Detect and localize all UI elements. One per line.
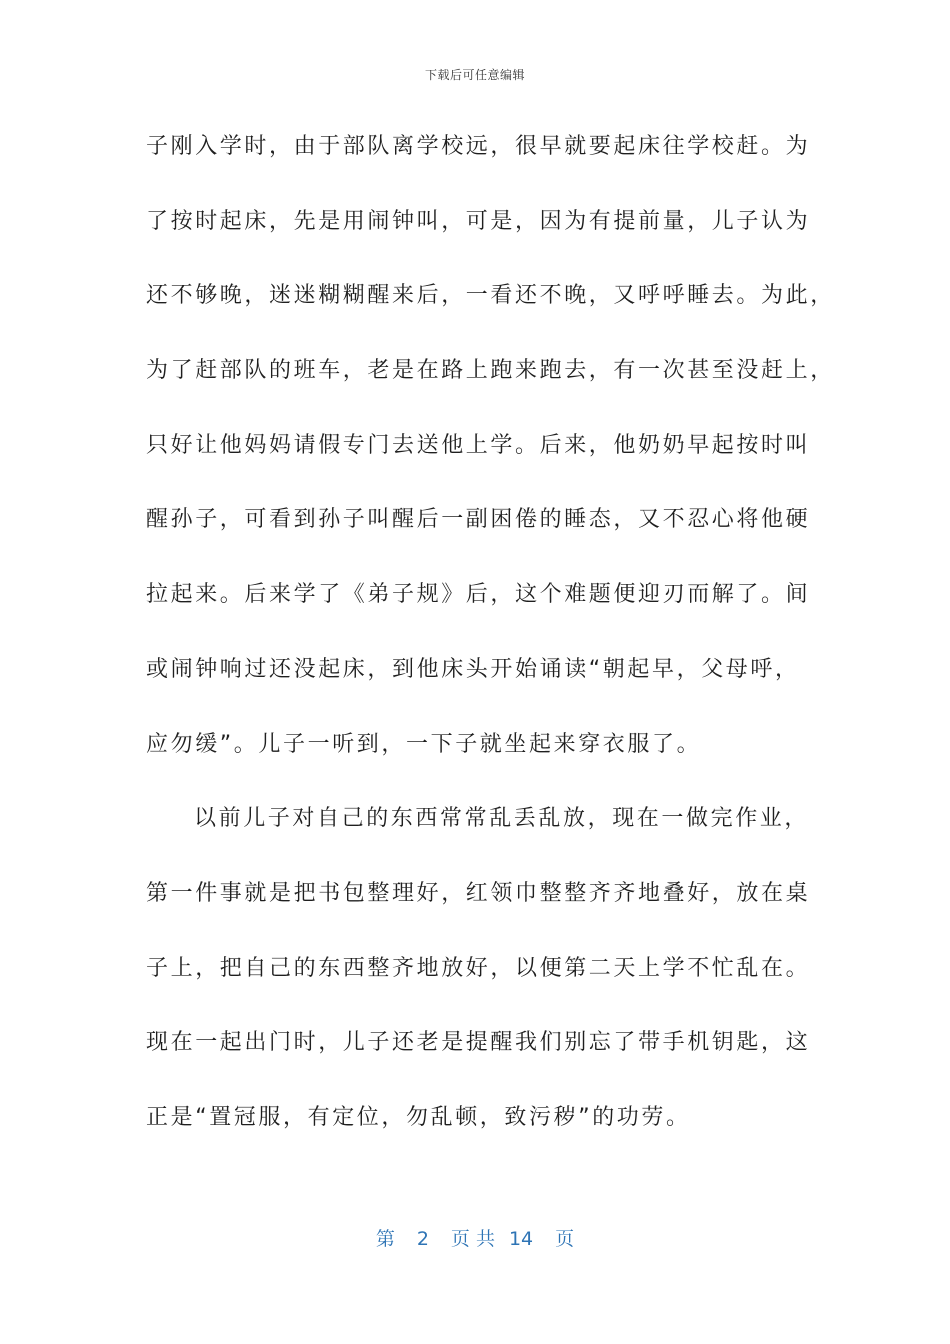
body-line: 第一件事就是把书包整理好，红领巾整整齐齐地叠好，放在桌 xyxy=(146,880,811,906)
body-line: 还不够晚，迷迷糊糊醒来后，一看还不晚，又呼呼睡去。为此， xyxy=(146,283,835,309)
body-line: 拉起来。后来学了《弟子规》后，这个难题便迎刃而解了。间 xyxy=(146,582,811,608)
body-line-paragraph-start: 以前儿子对自己的东西常常乱丢乱放，现在一做完作业， xyxy=(194,806,810,832)
body-line: 只好让他妈妈请假专门去送他上学。后来，他奶奶早起按时叫 xyxy=(146,432,811,458)
footer-current-page: 2 xyxy=(416,1228,429,1250)
body-line: 子刚入学时，由于部队离学校远，很早就要起床往学校赶。为 xyxy=(146,134,811,159)
footer-prefix: 第 xyxy=(375,1228,395,1250)
page-header-note: 下载后可任意编辑 xyxy=(424,68,525,82)
body-line: 应勿缓”。儿子一听到，一下子就坐起来穿衣服了。 xyxy=(146,731,702,757)
body-line: 了按时起床，先是用闹钟叫，可是，因为有提前量，儿子认为 xyxy=(146,208,811,234)
document-body xyxy=(146,127,835,1173)
body-line: 为了赶部队的班车，老是在路上跑来跑去，有一次甚至没赶上， xyxy=(146,358,835,384)
page-footer xyxy=(0,1224,950,1251)
body-line: 子上，把自己的东西整齐地放好，以便第二天上学不忙乱在。 xyxy=(146,955,811,981)
body-line: 现在一起出门时，儿子还老是提醒我们别忘了带手机钥匙，这 xyxy=(146,1030,811,1056)
footer-suffix: 页 xyxy=(555,1228,575,1250)
body-line: 醒孙子，可看到孙子叫醒后一副困倦的睡态，又不忍心将他硬 xyxy=(146,507,811,533)
footer-total-pages: 14 xyxy=(508,1228,534,1250)
body-line: 或闹钟响过还没起床，到他床头开始诵读“朝起早，父母呼， xyxy=(146,656,800,682)
body-line: 正是“置冠服，有定位，勿乱顿，致污秽”的功劳。 xyxy=(146,1104,691,1130)
footer-middle: 页 共 xyxy=(450,1228,495,1250)
